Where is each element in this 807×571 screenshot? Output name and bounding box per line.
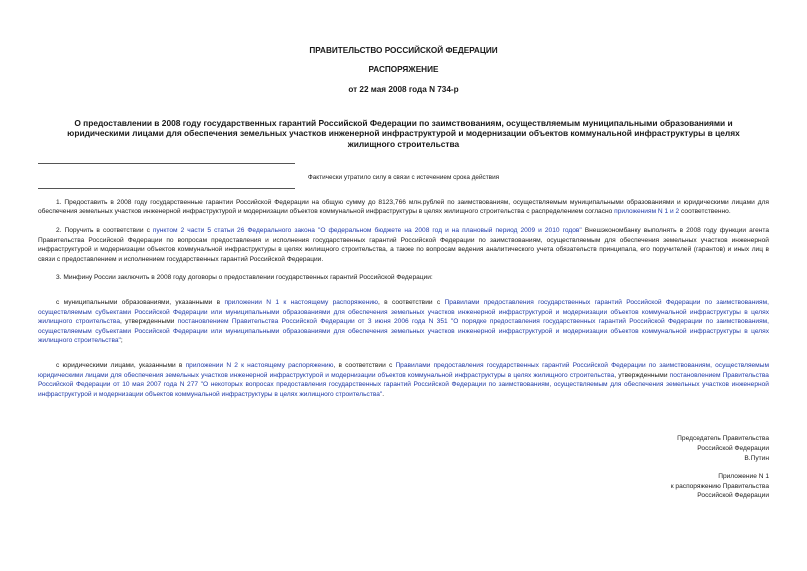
appendix-heading [38, 472, 769, 501]
signature-block [38, 434, 769, 463]
divider-bottom [38, 188, 295, 189]
document-title: О предоставлении в 2008 году государственных гарантий Российской Федерации по заимствованиям, осуществляемым муниципальными образованиями и юридическими лицами для обеспечения земельных участков инженерной инфраструктурой и модернизации объектов коммунальной инфраструктуры в целях жилищного строительства [67, 117, 740, 149]
paragraph-4-text-a: с муниципальными образованиями, указанными в [56, 299, 225, 307]
link-article-26[interactable]: пунктом 2 части 5 статьи 26 [152, 227, 245, 235]
paragraph-3: 3. Минфину России заключить в 2008 году договоры о предоставлении государственных гарантий Российской Федерации: [56, 274, 433, 282]
paragraph-4-text-d: ; [120, 337, 123, 345]
document-body [38, 40, 769, 501]
paragraph-1 [38, 198, 769, 217]
status-note: Фактически утратило силу в связи с истечением срока действия [307, 174, 500, 182]
link-appendix-1[interactable]: приложении N 1 к настоящему распоряжению [224, 299, 378, 307]
appendix-country: Российской Федерации [697, 492, 769, 500]
signature-position: Председатель Правительства [677, 435, 769, 443]
link-resolution-277[interactable]: постановлением Правительства Российской Федерации от 10 мая 2007 года N 277 "О некоторых вопросах предоставления государственных гарантий Российской Федерации по заимствованиям, осуществляемым для обеспечения земельных участков инженерной инфраструктурой и модернизации объектов коммунальной инфраструктуры в целях жилищного строительства" [38, 371, 769, 398]
signature-country: Российской Федерации [697, 444, 769, 452]
appendix-ref: к распоряжению Правительства [670, 482, 769, 490]
signature-name: В.Путин [744, 454, 769, 462]
paragraph-4-text-c: , утвержденными [120, 318, 178, 326]
paragraph-2-text-a: 2. Поручить в соответствии с [56, 227, 153, 235]
paragraph-2 [38, 226, 769, 264]
link-appendices[interactable]: приложениям N 1 и 2 [614, 208, 680, 216]
paragraph-5-text-d: . [382, 390, 385, 398]
appendix-number: Приложение N 1 [718, 473, 769, 481]
document-type: РАСПОРЯЖЕНИЕ [368, 64, 439, 74]
issuer-heading: ПРАВИТЕЛЬСТВО РОССИЙСКОЙ ФЕДЕРАЦИИ [309, 46, 498, 55]
paragraph-1-text-a: 1. Предоставить в 2008 году государственные гарантии Российской Федерации на общую сумму до 8123,766 млн.рублей по заимствованиям, осуществляемым муниципальными образованиями и юридическими лицами для обеспечения земельных участков инженерной инфраструктурой и модернизации объектов коммунальной инфраструктуры в целях жилищного строительства с распределением согласно [38, 198, 769, 216]
link-rules-municipal[interactable]: Правилами предоставления государственных гарантий Российской Федерации по заимствованиям, осуществляемым субъектами Российской Федерации или муниципальными образованиями для обеспечения земельных участков инженерной инфраструктурой и модернизации объектов коммунальной инфраструктуры в целях жилищного строительства [38, 299, 769, 326]
paragraph-1-text-b: соответственно. [679, 208, 731, 216]
paragraph-5-text-b: , в соответствии с [333, 362, 396, 369]
link-rules-legal-entities[interactable]: Правилами предоставления государственных гарантий Российской Федерации по заимствованиям, осуществляемым юридическими лицами для обеспечения земельных участков инженерной инфраструктурой и модернизации объектов коммунальной инфраструктуры в целях жилищного строительства [38, 362, 769, 379]
paragraph-5-text-a: с юридическими лицами, указанными в [56, 362, 186, 369]
document-date: от 22 мая 2008 года N 734-р [348, 85, 459, 95]
paragraph-4-text-b: , в соответствии с [377, 299, 445, 307]
paragraph-4 [38, 298, 769, 346]
paragraph-2-text-b: Внешэкономбанку выполнять в 2008 году функции агента Правительства Российской Федерации по вопросам предоставления и исполнения государственных гарантий Российской Федерации по заимствованиям, осуществляемым для обеспечения земельных участков инженерной инфраструктурой и модернизации объектов коммунальной инфраструктуры в целях жилищного строительства, а также по вопросам ведения аналитического учета обязательств принципала, его поручителей (гарантов) и иных лиц в связи с предоставлением и исполнением государственных гарантий Российской Федерации. [38, 227, 769, 263]
link-appendix-2[interactable]: приложении N 2 к настоящему распоряжению [185, 362, 334, 369]
paragraph-5 [38, 361, 769, 399]
paragraph-5-text-c: , утвержденными [614, 371, 670, 379]
link-resolution-351[interactable]: постановлением Правительства Российской Федерации от 3 июня 2006 года N 351 "О порядке предоставления государственных гарантий Российской Федерации по заимствованиям, осуществляемым субъектами Российской Федерации или муниципальными образованиями для обеспечения земельных участков инженерной инфраструктурой и модернизации объектов коммунальной инфраструктуры в целях жилищного строительства" [38, 318, 770, 345]
link-federal-budget-law[interactable]: Федерального закона "О федеральном бюджете на 2008 год и на плановый период 2009 и 2010 годов" [247, 227, 582, 235]
divider-top [38, 163, 295, 164]
